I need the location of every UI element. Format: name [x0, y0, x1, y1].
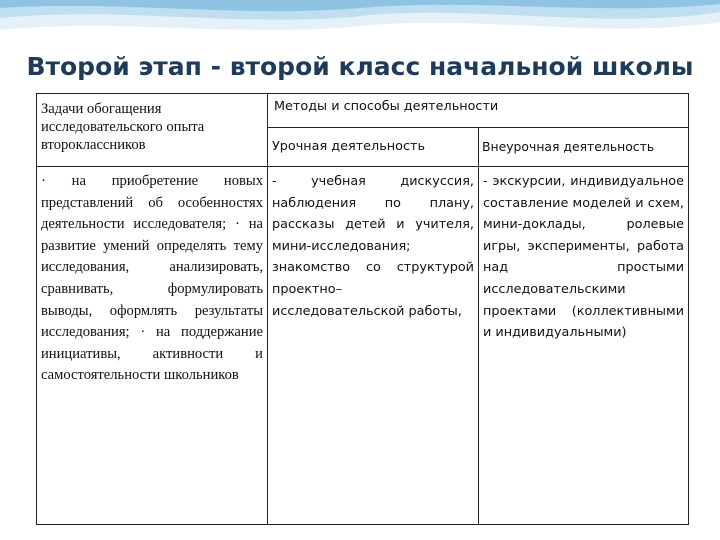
header-methods-cell — [268, 94, 689, 128]
header-lesson-text: Урочная деятельность — [272, 139, 425, 155]
extra-text: - экскурсии, индивидуальное составление моделей и схем, мини-доклады, ролевые игры, эксперименты, работа над простыми исследовательскими проектами (коллективными и индивидуальными) — [483, 174, 685, 341]
tasks-cell — [37, 167, 268, 525]
header-extra-text: Внеурочная деятельность — [482, 139, 655, 155]
header-lesson-cell — [268, 128, 479, 167]
stage-table — [36, 93, 689, 525]
lesson-cell — [268, 167, 479, 525]
lesson-text: - учебная дискуссия, наблюдения по плану, рассказы детей и учителя, мини-исследования; знакомство со структурой проектно– исследовательской работы, — [272, 174, 474, 319]
tasks-text: · на приобретение новых представлений об особенностях деятельности исследователя; · на развитие умений определять тему исследования, анализировать, сравнивать, формулировать выводы, оформлять результаты исследования; · на поддержание инициативы, активности и самостоятельности школьников — [41, 173, 263, 384]
header-wave-decoration — [0, 0, 720, 60]
header-tasks-cell — [37, 94, 268, 167]
extra-cell — [479, 167, 689, 525]
header-tasks-text: Задачи обогащения исследовательского опыта второклассников — [41, 101, 205, 153]
header-methods-text: Методы и способы деятельности — [274, 99, 499, 114]
slide-title: Второй этап - второй класс начальной школы — [26, 52, 694, 81]
header-extra-cell — [479, 128, 689, 167]
